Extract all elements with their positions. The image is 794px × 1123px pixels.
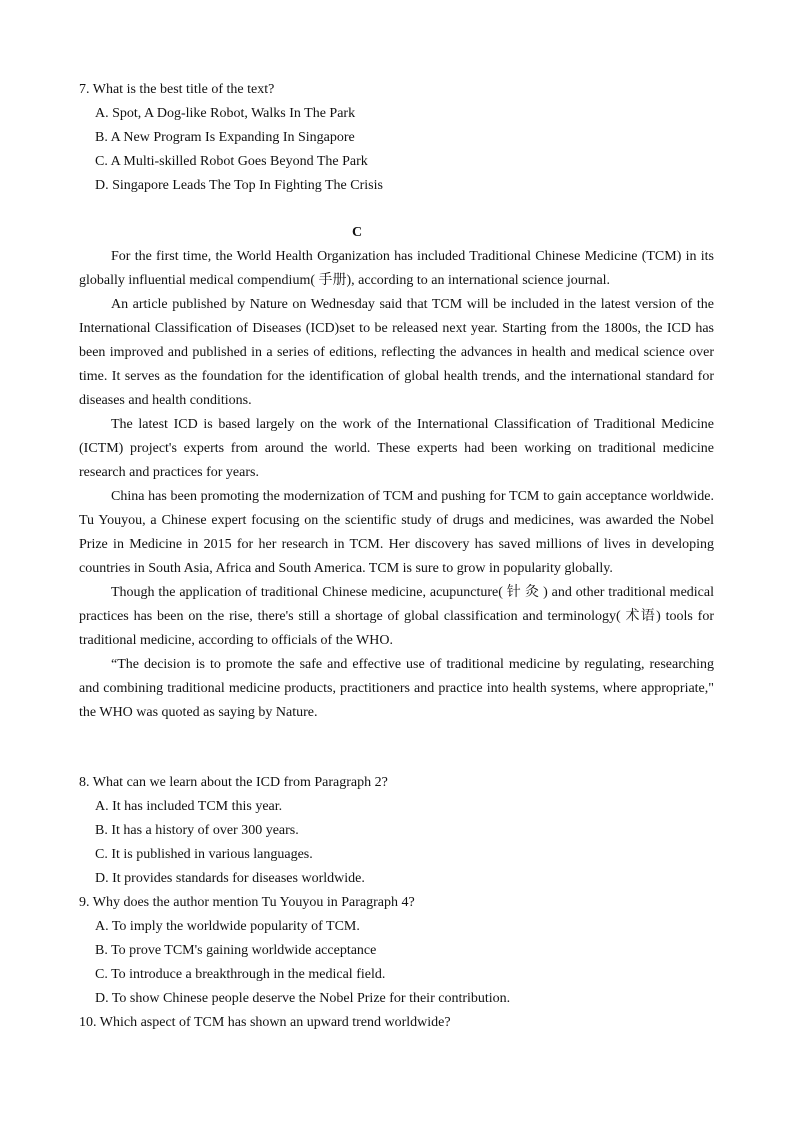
question-9-option-a: A. To imply the worldwide popularity of TCM. [95, 919, 360, 934]
question-7-option-d: D. Singapore Leads The Top In Fighting The Crisis [95, 178, 383, 193]
question-9-stem: 9. Why does the author mention Tu Youyou in Paragraph 4? [79, 895, 415, 910]
section-heading: C [351, 225, 363, 240]
question-9-option-d: D. To show Chinese people deserve the Nobel Prize for their contribution. [95, 991, 511, 1006]
passage-paragraph-6: “The decision is to promote the safe and effective use of traditional medicine by regulating, researching and combining traditional medicine products, practitioners and practice into health systems, where appropriate," the WHO was quoted as saying by Nature. [79, 657, 714, 720]
question-8-option-b: B. It has a history of over 300 years. [95, 823, 299, 838]
question-7-option-b: B. A New Program Is Expanding In Singapore [95, 130, 355, 145]
passage-paragraph-2: An article published by Nature on Wednesday said that TCM will be included in the latest version of the International Classification of Diseases (ICD)set to be released next year. Starting from the 1800s, the ICD has been improved and published in a series of editions, reflecting the advances in health and medical science over time. It serves as the foundation for the identification of global health trends, and the international standard for diseases and health conditions. [79, 297, 714, 408]
question-8-stem: 8. What can we learn about the ICD from Paragraph 2? [79, 775, 388, 790]
question-7-stem: 7. What is the best title of the text? [79, 82, 275, 97]
question-8-option-c: C. It is published in various languages. [95, 847, 313, 862]
question-7-option-c: C. A Multi-skilled Robot Goes Beyond The Park [95, 154, 368, 169]
reading-passage [79, 245, 714, 725]
passage-paragraph-1: For the first time, the World Health Organization has included Traditional Chinese Medicine (TCM) in its globally influential medical compendium( 手册), according to an international science journal. [79, 249, 714, 288]
passage-paragraph-5: Though the application of traditional Chinese medicine, acupuncture( 针 灸 ) and other traditional medical practices has been on the rise, there's still a shortage of global classification and terminology( 术语) tools for traditional medicine, according to officials of the WHO. [79, 585, 714, 648]
question-9-option-b: B. To prove TCM's gaining worldwide acceptance [95, 943, 377, 958]
question-8-option-a: A. It has included TCM this year. [95, 799, 283, 814]
passage-paragraph-3: The latest ICD is based largely on the work of the International Classification of Traditional Medicine (ICTM) project's experts from around the world. These experts had been working on traditional medicine research and practices for years. [79, 417, 714, 480]
question-8-option-d: D. It provides standards for diseases worldwide. [95, 871, 365, 886]
passage-paragraph-4: China has been promoting the modernization of TCM and pushing for TCM to gain acceptance worldwide. Tu Youyou, a Chinese expert focusing on the scientific study of drugs and medicines, was awarded the Nobel Prize in Medicine in 2015 for her research in TCM. Her discovery has saved millions of lives in developing countries in South Asia, Africa and South America. TCM is sure to grow in popularity globally. [79, 489, 714, 576]
question-7-option-a: A. Spot, A Dog-like Robot, Walks In The Park [95, 106, 356, 121]
question-10-stem: 10. Which aspect of TCM has shown an upward trend worldwide? [79, 1015, 451, 1030]
question-9-option-c: C. To introduce a breakthrough in the medical field. [95, 967, 386, 982]
